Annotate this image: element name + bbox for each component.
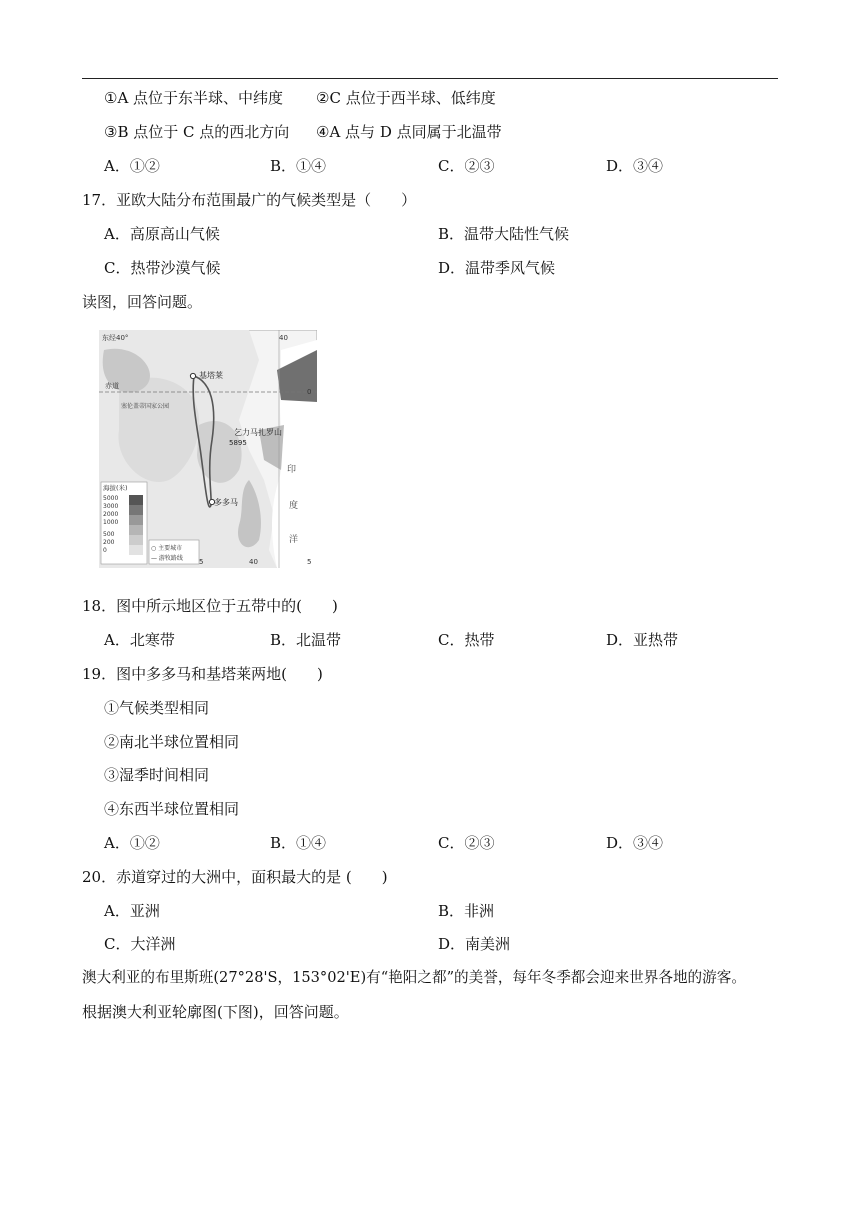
q19-statement-4: ④东西半球位置相同 [104,800,240,818]
q17-stem: 17．亚欧大陆分布范围最广的气候类型是（ ） [82,191,417,209]
header-rule [82,78,778,79]
legend-2000: 2000 [103,511,119,518]
map-label-ocean-2: 度 [289,501,299,511]
q16-statement-1: ①A 点位于东半球、中纬度 [104,89,284,107]
map-label-40: 40 [279,334,288,342]
map-intro: 读图，回答问题。 [82,293,203,311]
legend-5000: 5000 [103,495,119,502]
legend-200: 200 [103,539,115,546]
q19-statement-3: ③湿季时间相同 [104,766,210,784]
q20-option-b[interactable]: B．非洲 [438,902,495,920]
q16-option-d[interactable]: D．③④ [606,157,664,175]
map-label-ocean-1: 印 [287,465,297,475]
city-marker [190,373,195,378]
map-legend [101,482,147,564]
q19-option-a[interactable]: A．①② [104,834,160,852]
map-label-elevation: 5895 [229,439,247,447]
passage-line-2: 根据澳大利亚轮廓图(下图)，回答问题。 [82,1003,349,1021]
q19-stem: 19．图中多多马和基塔莱两地( ) [82,665,323,683]
q16-statement-4: ④A 点与 D 点同属于北温带 [316,123,502,141]
map-label-bottom-5: 5 [199,558,204,566]
map-label-ocean-3: 洋 [289,535,299,545]
map-label-bottom-40: 40 [249,558,258,566]
q16-statement-2: ②C 点位于西半球、低纬度 [316,89,496,107]
q16-option-a[interactable]: A．①② [104,157,160,175]
legend-city: ○ 主要城市 [151,545,183,552]
q19-statement-2: ②南北半球位置相同 [104,733,240,751]
map-label-kitale: 基塔莱 [199,371,223,380]
q18-option-d[interactable]: D．亚热带 [606,631,679,649]
map-symbol-legend [149,540,199,564]
q16-statement-3: ③B 点位于 C 点的西北方向 [104,123,290,141]
legend-3000: 3000 [103,503,119,510]
legend-1000: 1000 [103,519,119,526]
map-label-zero: 0 [307,388,312,396]
legend-500: 500 [103,531,115,538]
q16-option-b[interactable]: B．①④ [270,157,327,175]
east-africa-map [99,330,317,568]
q18-option-c[interactable]: C．热带 [438,631,495,649]
q18-option-b[interactable]: B．北温带 [270,631,342,649]
legend-0: 0 [103,547,107,554]
q20-option-a[interactable]: A．亚洲 [104,902,160,920]
legend-route: — 游牧路线 [151,555,183,562]
q20-option-d[interactable]: D．南美洲 [438,935,511,953]
map-label-dodoma: 多多马 [214,498,238,507]
q19-statement-1: ①气候类型相同 [104,699,210,717]
q19-option-b[interactable]: B．①④ [270,834,327,852]
q17-option-b[interactable]: B．温带大陆性气候 [438,225,570,243]
q16-option-c[interactable]: C．②③ [438,157,495,175]
q18-option-a[interactable]: A．北寒带 [104,631,175,649]
map-label-bottom-5b: 5 [307,558,312,566]
q20-option-c[interactable]: C．大洋洲 [104,935,176,953]
map-label-longitude: 东经40° [102,334,129,342]
legend-title: 海拔(米) [103,484,128,492]
q20-stem: 20．赤道穿过的大洲中，面积最大的是 ( ) [82,868,388,886]
passage-line-1: 澳大利亚的布里斯班(27°28'S，153°02'E)有“艳阳之都”的美誉，每年冬季都会迎来世界各地的游客。 [82,969,746,986]
q18-stem: 18．图中所示地区位于五带中的( ) [82,597,338,615]
q19-option-d[interactable]: D．③④ [606,834,664,852]
q17-option-a[interactable]: A．高原高山气候 [104,225,220,243]
map-label-kilimanjaro: 乞力马扎罗山 [234,428,282,437]
map-label-park: 塞伦盖蒂国家公园 [121,403,170,410]
map-label-equator: 赤道 [105,382,119,390]
q17-option-c[interactable]: C．热带沙漠气候 [104,259,221,277]
q17-option-d[interactable]: D．温带季风气候 [438,259,556,277]
q19-option-c[interactable]: C．②③ [438,834,495,852]
